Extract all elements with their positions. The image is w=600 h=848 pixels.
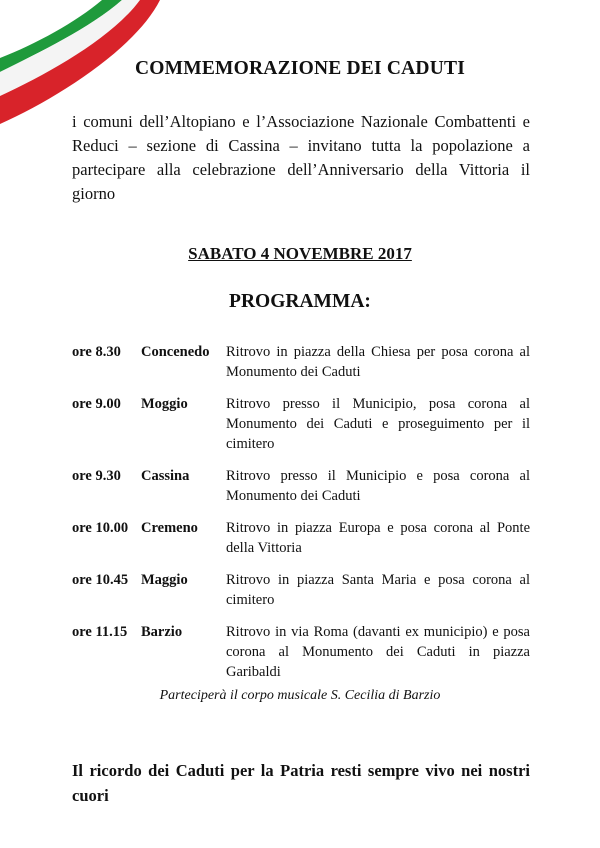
event-date: SABATO 4 NOVEMBRE 2017 — [188, 244, 412, 263]
programma-heading: PROGRAMMA: — [229, 291, 371, 312]
schedule-row — [72, 466, 530, 506]
schedule-place: Cassina — [141, 468, 190, 484]
schedule-description: Ritrovo presso il Municipio, posa corona al Monumento dei Caduti e proseguimento per il cimitero — [226, 396, 530, 452]
schedule-row — [72, 622, 530, 682]
schedule-place: Barzio — [141, 624, 183, 640]
schedule-place: Maggio — [141, 572, 188, 588]
schedule-time: ore 9.00 — [72, 396, 121, 412]
schedule-row — [72, 342, 530, 382]
schedule-row — [72, 570, 530, 610]
schedule-row — [72, 394, 530, 454]
schedule-row — [72, 518, 530, 558]
band-note: Parteciperà il corpo musicale S. Cecilia di Barzio — [159, 688, 441, 703]
intro-paragraph: i comuni dell’Altopiano e l’Associazione Nazionale Combattenti e Reduci – sezione di Cassina – invitano tutta la popolazione a partecipare alla celebrazione dell’Anniversario della Vittoria il giorno — [72, 112, 530, 203]
schedule-description: Ritrovo in via Roma (davanti ex municipio) e posa corona al Monumento dei Caduti in piazza Garibaldi — [226, 624, 530, 680]
schedule-time: ore 11.15 — [72, 624, 128, 640]
schedule-time: ore 9.30 — [72, 468, 121, 484]
schedule-description: Ritrovo in piazza della Chiesa per posa corona al Monumento dei Caduti — [226, 344, 530, 380]
page-title: COMMEMORAZIONE DEI CADUTI — [134, 58, 465, 79]
schedule-time: ore 8.30 — [72, 344, 121, 360]
schedule-time: ore 10.45 — [72, 572, 129, 588]
schedule-time: ore 10.00 — [72, 520, 129, 536]
schedule-description: Ritrovo presso il Municipio e posa corona al Monumento dei Caduti — [226, 468, 530, 504]
schedule-place: Cremeno — [141, 520, 198, 536]
schedule-description: Ritrovo in piazza Europa e posa corona al Ponte della Vittoria — [226, 520, 530, 556]
schedule-description: Ritrovo in piazza Santa Maria e posa corona al cimitero — [226, 572, 530, 608]
schedule-place: Concenedo — [141, 344, 210, 360]
schedule-place: Moggio — [141, 396, 188, 412]
schedule-list — [72, 342, 530, 694]
closing-statement: Il ricordo dei Caduti per la Patria resti sempre vivo nei nostri cuori — [72, 761, 530, 805]
